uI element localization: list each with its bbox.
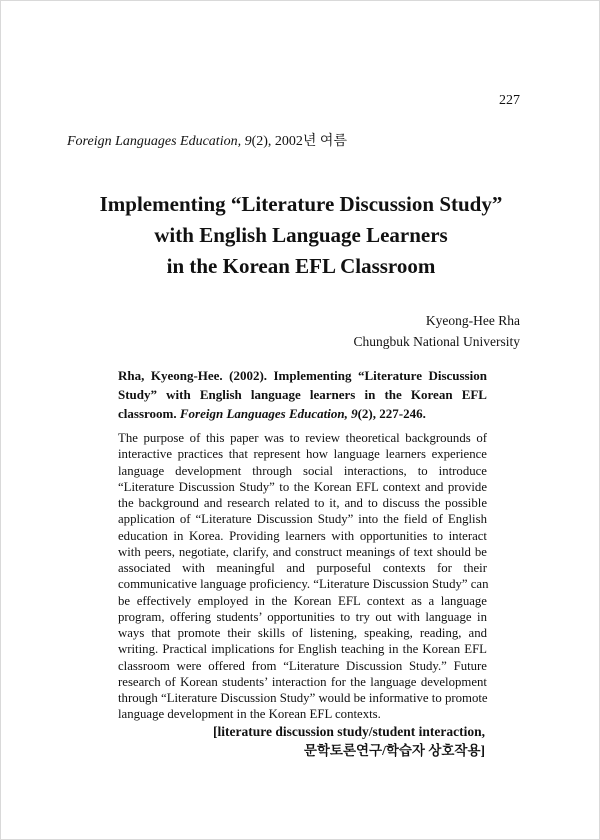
abstract-line: interactive practices that represent how language learners experience: [118, 447, 487, 462]
abstract-line: application of “Literature Discussion Study” into the field of English: [118, 512, 487, 527]
abstract: [118, 430, 487, 723]
abstract-line: language development through social interactions, to introduce: [118, 463, 487, 478]
title-line: Implementing “Literature Discussion Study”: [99, 192, 503, 216]
citation-classroom: classroom.: [118, 406, 177, 421]
citation-line-3: [118, 404, 487, 423]
abstract-line: research of Korean students’ interaction for the language development: [118, 674, 487, 689]
title-line: with English Language Learners: [154, 223, 448, 247]
author-affiliation: Chungbuk National University: [353, 334, 520, 349]
citation-word: Kyeong-Hee.: [150, 368, 223, 383]
citation-word: with: [166, 387, 191, 402]
abstract-line: through “Literature Discussion Study” would be informative to promote: [118, 691, 488, 705]
abstract-line: with peers, negotiate, clarify, and construct meanings of text should be: [118, 544, 487, 559]
citation-line-2: [118, 385, 487, 404]
citation-word: learners: [309, 387, 356, 402]
abstract-line: communicative language proficiency. “Literature Discussion Study” can: [118, 577, 489, 592]
abstract-line: ways that promote their skills of listening, speaking, reading, and: [118, 626, 487, 640]
abstract-line: be effectively employed in the Korean EFL context as a language: [118, 593, 487, 608]
citation-word: in: [364, 387, 376, 402]
paper-title: [41, 189, 561, 282]
page-number: 227: [499, 93, 520, 108]
citation: [118, 366, 487, 423]
author-block: [354, 310, 520, 352]
title-line: in the Korean EFL Classroom: [166, 254, 436, 278]
abstract-line: associated with meaningful and purposeful contexts for their: [118, 561, 487, 575]
citation-word: Rha,: [118, 368, 145, 383]
citation-pages: (2), 227-246.: [357, 406, 426, 421]
abstract-line: “Literature Discussion Study” to the Korean EFL context and provide: [118, 479, 487, 494]
keywords-line-2: 문학토론연구/학습자 상호작용]: [303, 743, 485, 758]
keywords-line-1: [literature discussion study/student interaction,: [212, 724, 485, 739]
abstract-line: classroom were offered from “Literature Discussion Study.” Future: [118, 658, 487, 673]
abstract-line: the background and research related to it, and to discuss the possible: [118, 496, 487, 510]
abstract-line: language development in the Korean EFL contexts.: [118, 707, 381, 722]
citation-journal: Foreign Languages Education,: [179, 406, 348, 421]
author-name: Kyeong-Hee Rha: [425, 313, 520, 328]
citation-line-1: [118, 366, 487, 385]
abstract-line: writing. Practical implications for English teaching in the Korean EFL: [118, 642, 487, 657]
citation-volume: 9: [351, 406, 358, 421]
abstract-line: The purpose of this paper was to review theoretical backgrounds of: [118, 431, 487, 445]
citation-word: Discussion: [428, 368, 487, 383]
journal-issue-date: (2), 2002년 여름: [251, 134, 347, 149]
citation-word: Study”: [118, 387, 158, 402]
citation-word: “Literature: [357, 368, 422, 383]
citation-word: Implementing: [273, 368, 352, 383]
abstract-line: education in Korea. Providing learners with opportunities to interact: [118, 528, 487, 543]
citation-word: language: [250, 387, 301, 402]
citation-word: English: [199, 387, 242, 402]
citation-word: (2002).: [229, 368, 268, 383]
citation-word: the: [384, 387, 402, 402]
citation-word: EFL: [461, 387, 487, 402]
journal-name: Foreign Languages Education,: [67, 134, 242, 149]
abstract-line: program, offering students’ opportunities to try out with language in: [118, 609, 487, 624]
citation-word: Korean: [410, 387, 453, 402]
journal-header: [67, 130, 347, 150]
journal-volume: 9: [244, 134, 252, 149]
keywords: [213, 722, 485, 760]
